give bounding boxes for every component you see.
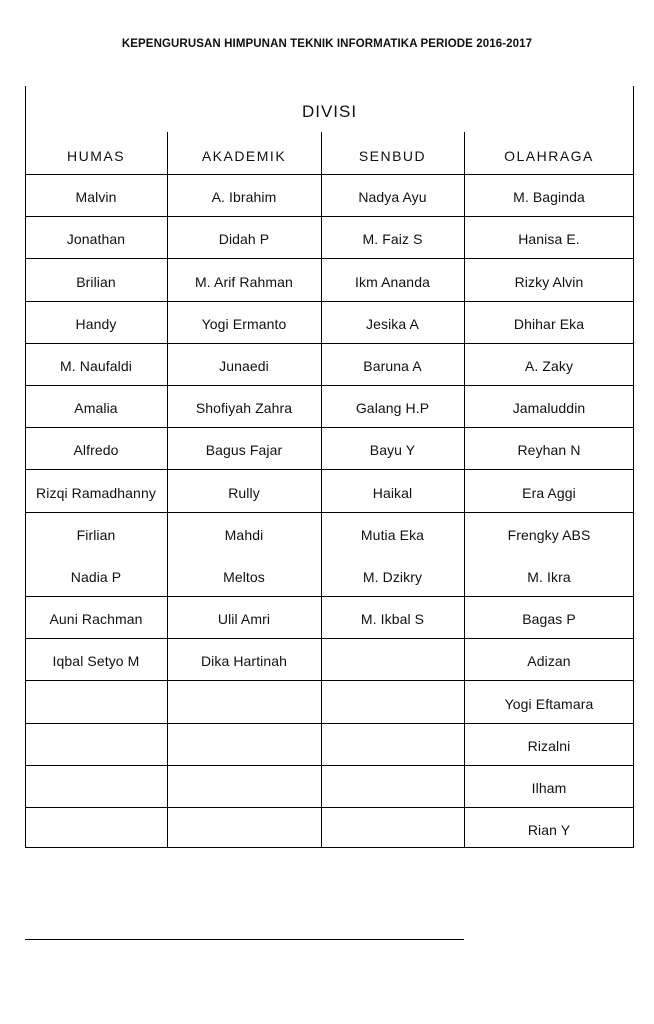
table-cell: M. Baginda <box>513 189 585 206</box>
table-row-rule <box>25 343 634 344</box>
table-cell: Jesika A <box>366 315 419 332</box>
table-cell: Ulil Amri <box>217 611 271 628</box>
table-cell: Meltos <box>223 568 265 585</box>
table-border-bottom <box>25 847 634 848</box>
table-cell: Nadya Ayu <box>358 189 427 206</box>
table-row-rule <box>25 765 634 766</box>
signature-line <box>25 939 464 940</box>
table-cell: M. Ikra <box>527 568 571 585</box>
table-cell: Rian Y <box>527 822 571 839</box>
division-table <box>25 86 634 848</box>
table-cell: Malvin <box>75 189 117 206</box>
table-cell: Iqbal Setyo M <box>52 653 140 670</box>
table-cell: Jonathan <box>66 231 126 248</box>
table-cell: A. Ibrahim <box>211 189 277 206</box>
table-row-rule <box>25 427 634 428</box>
table-cell: Handy <box>75 315 117 332</box>
table-row-rule <box>25 469 634 470</box>
table-cell: M. Arif Rahman <box>195 273 293 290</box>
column-header: SENBUD <box>358 148 427 164</box>
table-cell: Yogi Ermanto <box>201 315 287 332</box>
table-row-rule <box>25 216 634 217</box>
table-cell: Mahdi <box>224 526 264 543</box>
table-row-rule <box>25 723 634 724</box>
table-cell: Auni Rachman <box>49 611 143 628</box>
table-cell: Junaedi <box>219 357 269 374</box>
table-cell: Bayu Y <box>369 442 416 459</box>
table-cell: Adizan <box>527 653 571 670</box>
table-cell: Shofiyah Zahra <box>195 400 293 417</box>
table-cell: Frengky ABS <box>507 526 591 543</box>
table-row-rule <box>25 301 634 302</box>
table-cell: Didah P <box>218 231 270 248</box>
table-cell: M. Faiz S <box>362 231 423 248</box>
table-row-rule <box>25 807 634 808</box>
table-cell: Rully <box>228 484 260 501</box>
table-cell: Rizalni <box>527 737 571 754</box>
table-cell: Jamaluddin <box>512 400 586 417</box>
table-cell: Baruna A <box>363 357 422 374</box>
column-header: HUMAS <box>66 148 126 164</box>
table-cell: Reyhan N <box>517 442 581 459</box>
table-header-rule <box>25 174 634 175</box>
table-row-rule <box>25 258 634 259</box>
table-cell: Galang H.P <box>355 400 430 417</box>
table-cell: Ilham <box>531 779 567 796</box>
table-cell: Haikal <box>372 484 413 501</box>
column-header: AKADEMIK <box>201 148 287 164</box>
table-cell: Rizky Alvin <box>514 273 584 290</box>
table-cell: M. Ikbal S <box>360 611 425 628</box>
table-cell: Dhihar Eka <box>513 315 585 332</box>
table-cell: Firlian <box>76 526 116 543</box>
table-cell: Brilian <box>76 273 116 290</box>
table-cell: Hanisa E. <box>518 231 580 248</box>
table-row-rule <box>25 385 634 386</box>
table-cell: A. Zaky <box>524 357 574 374</box>
table-cell: Amalia <box>74 400 118 417</box>
table-cell: Bagas P <box>522 611 576 628</box>
table-row-rule <box>25 680 634 681</box>
document-title: KEPENGURUSAN HIMPUNAN TEKNIK INFORMATIKA PERIODE 2016-2017 <box>121 38 533 50</box>
table-row-rule <box>25 638 634 639</box>
table-cell: Alfredo <box>73 442 119 459</box>
table-cell: Ikm Ananda <box>355 273 430 290</box>
column-header: OLAHRAGA <box>504 148 594 164</box>
table-row-rule <box>25 512 634 513</box>
group-header-divisi: DIVISI <box>301 102 358 121</box>
table-cell: Bagus Fajar <box>205 442 283 459</box>
table-row-rule <box>25 596 634 597</box>
table-cell: Nadia P <box>70 568 122 585</box>
table-cell: Dika Hartinah <box>200 653 288 670</box>
table-cell: M. Dzikry <box>362 568 423 585</box>
table-cell: Era Aggi <box>522 484 576 501</box>
table-cell: Rizqi Ramadhanny <box>36 484 156 501</box>
table-cell: M. Naufaldi <box>60 357 132 374</box>
table-cell: Yogi Eftamara <box>504 695 594 712</box>
table-cell: Mutia Eka <box>360 526 425 543</box>
